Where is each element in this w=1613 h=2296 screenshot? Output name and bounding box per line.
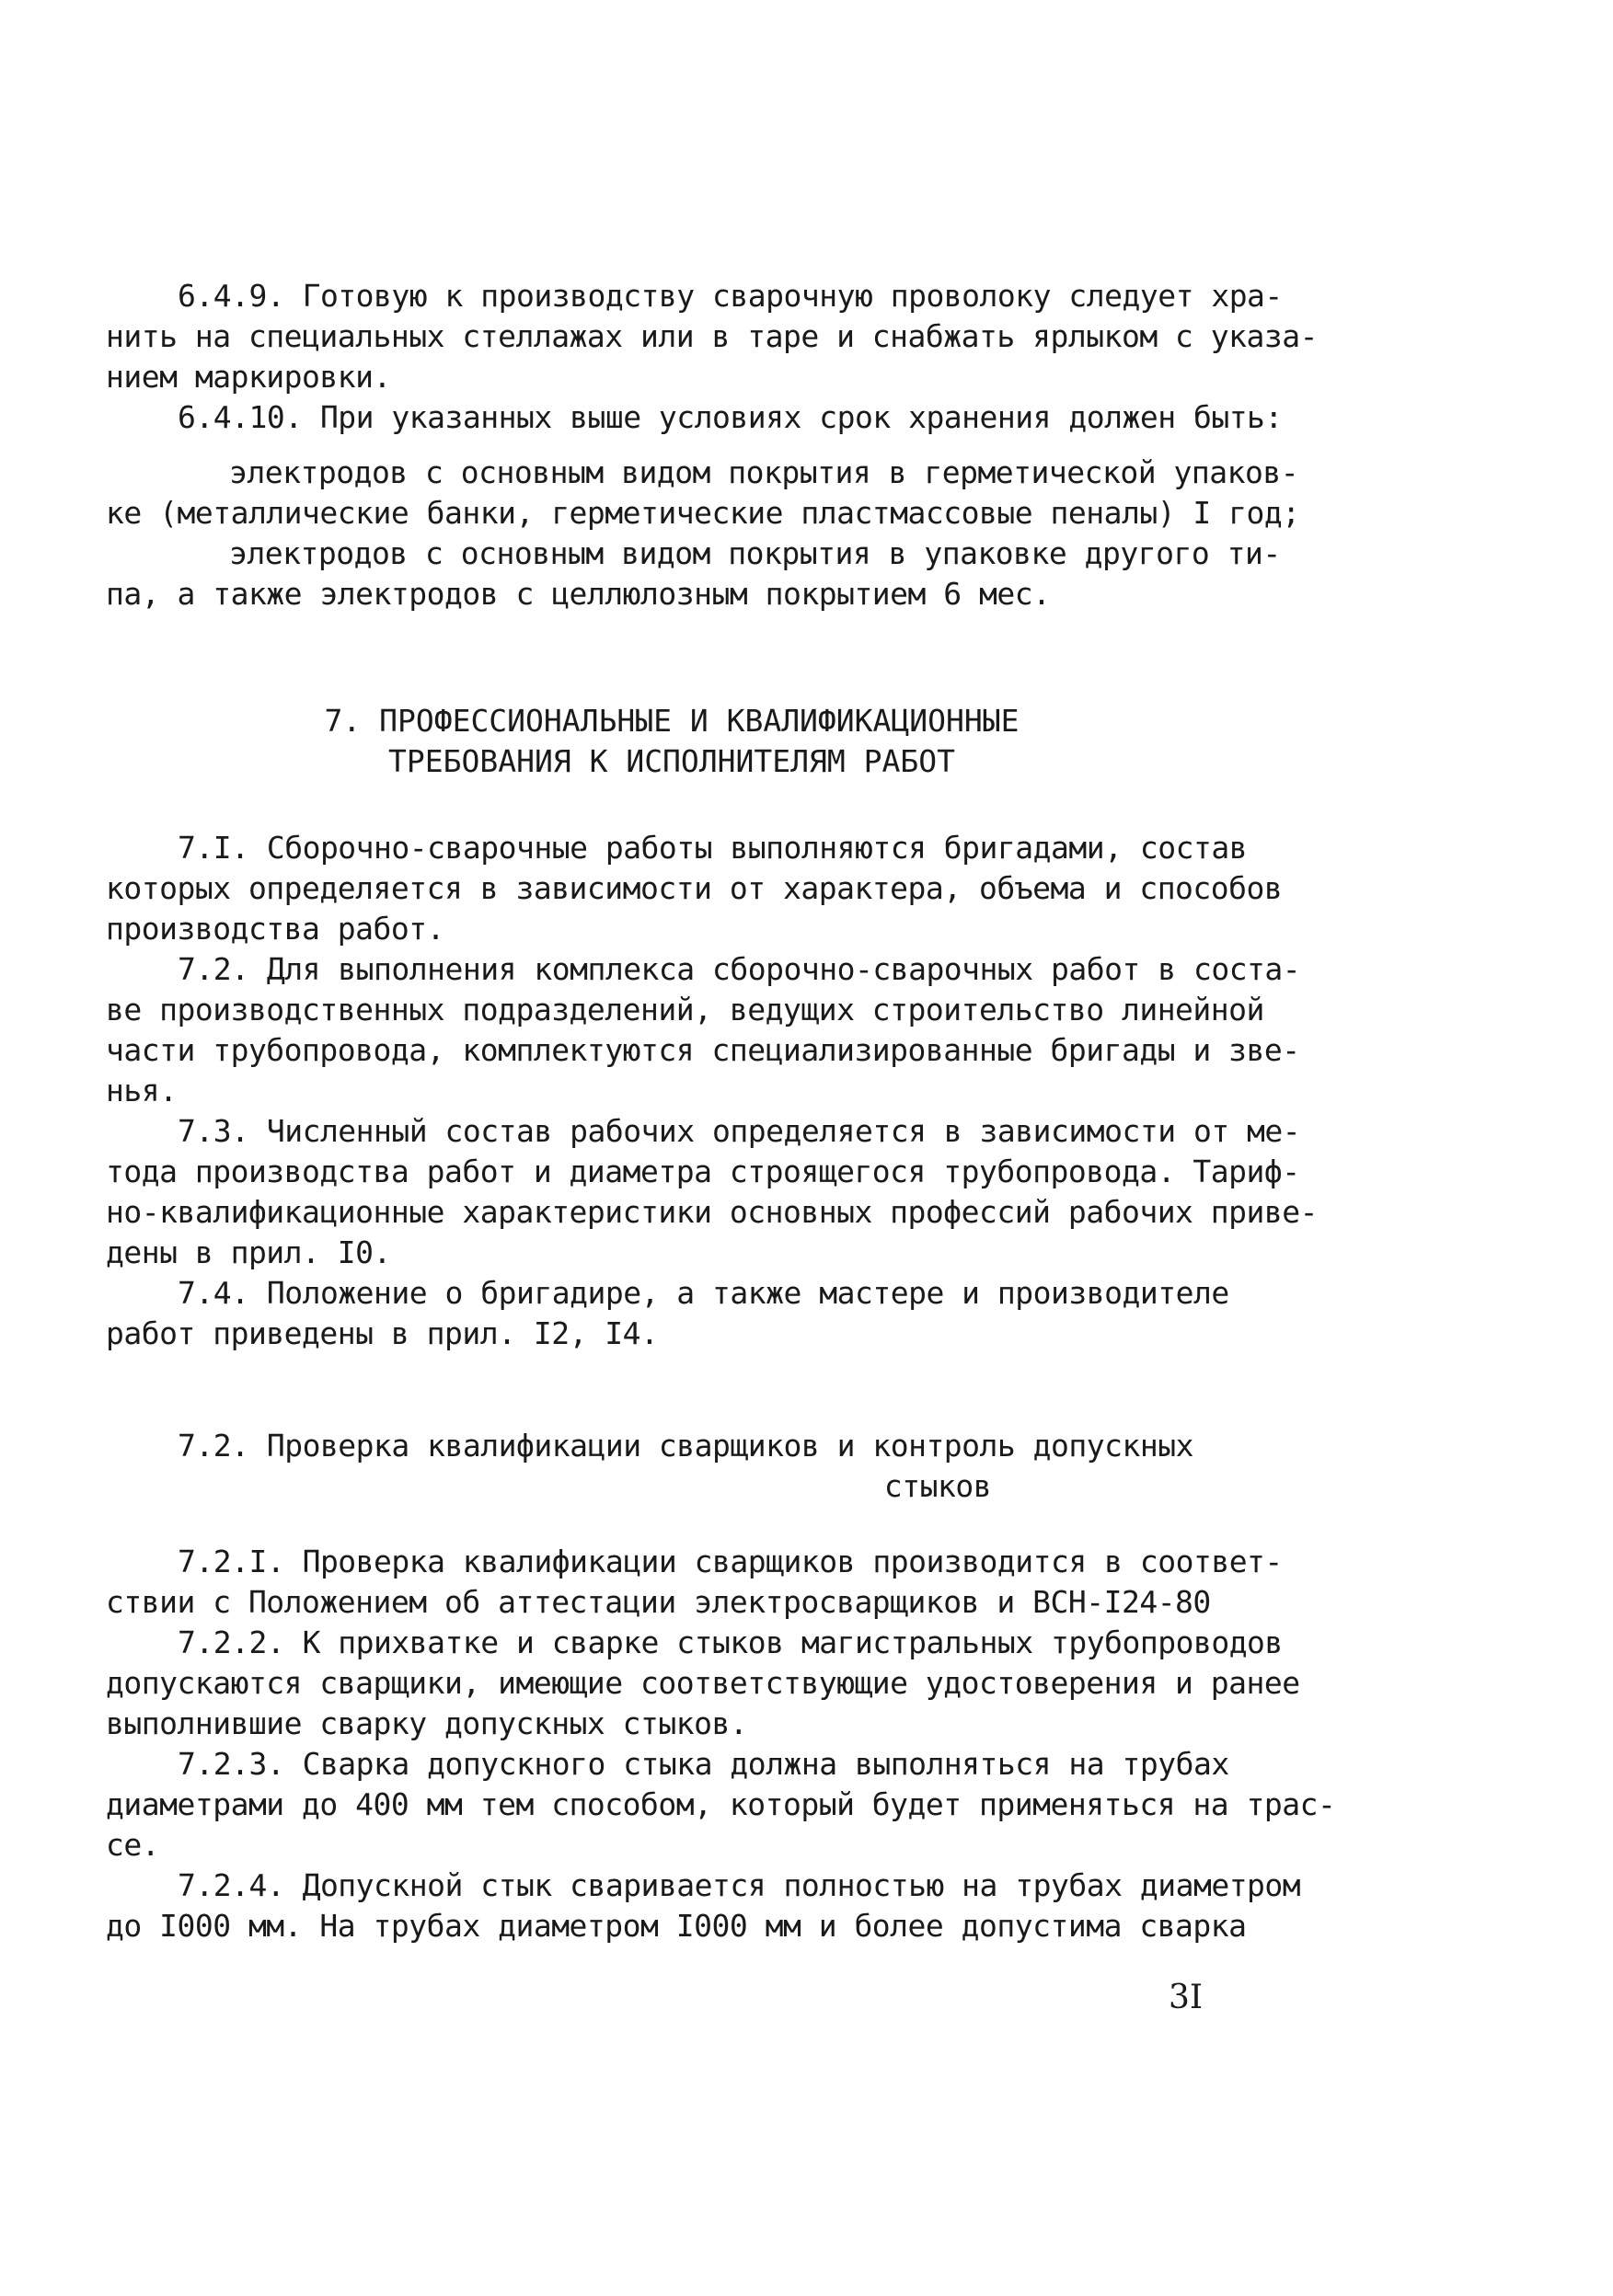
text-line: производства работ. <box>106 911 444 947</box>
paragraph-7-2-3 <box>106 1744 1336 1866</box>
text-line: нить на специальных стеллажах или в таре и снабжать ярлыком с указа- <box>106 318 1319 354</box>
text-line: се. <box>106 1827 160 1863</box>
paragraph-6-4-9 <box>106 276 1319 397</box>
text-line: электродов с основным видом покрытия в упаковке другого ти- <box>229 535 1281 571</box>
text-line: 7.I. Сборочно-сварочные работы выполняются бригадами, состав <box>178 830 1248 866</box>
text-line: 6.4.10. При указанных выше условиях срок хранения должен быть: <box>178 399 1283 435</box>
heading-line: 7. ПРОФЕССИОНАЛЬНЫЕ И КВАЛИФИКАЦИОННЫЕ <box>324 703 1020 739</box>
section-7-heading <box>106 701 1238 782</box>
text-line: работ приведены в прил. I2, I4. <box>106 1315 659 1351</box>
text-line: которых определяется в зависимости от характера, объема и способов <box>106 870 1283 906</box>
text-line: 7.2.3. Сварка допускного стыка должна выполняться на трубах <box>178 1746 1229 1782</box>
text-line: 6.4.9. Готовую к производству сварочную проволоку следует хра- <box>178 278 1283 314</box>
text-line: допускаются сварщики, имеющие соответствующие удостоверения и ранее <box>106 1665 1300 1701</box>
page-number: 3I <box>1169 1979 1204 2016</box>
subsection-7-2-heading <box>178 1426 1238 1507</box>
text-line: части трубопровода, комплектуются специализированные бригады и зве- <box>106 1032 1300 1068</box>
paragraph-7-2-4 <box>106 1866 1301 1946</box>
text-line: 7.2.4. Допускной стык сваривается полностью на трубах диаметром <box>178 1867 1301 1903</box>
paragraph-6-4-10 <box>106 397 1283 438</box>
text-line: ствии с Положением об аттестации электросварщиков и ВСН-I24-80 <box>106 1584 1211 1620</box>
paragraph-7-3 <box>106 1111 1319 1273</box>
heading-line: 7.2. Проверка квалификации сварщиков и контроль допускных <box>178 1428 1193 1464</box>
text-line: ке (металлические банки, герметические пластмассовые пеналы) I год; <box>106 495 1300 531</box>
text-line: выполнившие сварку допускных стыков. <box>106 1705 748 1741</box>
paragraph-7-4 <box>106 1273 1238 1354</box>
text-line: но-квалификационные характеристики основных профессий рабочих приве- <box>106 1194 1319 1230</box>
paragraph-7-2-1 <box>106 1542 1283 1623</box>
heading-line: стыков <box>883 1468 992 1504</box>
text-line: до I000 мм. На трубах диаметром I000 мм и более допустима сварка <box>106 1908 1247 1944</box>
text-line: диаметрами до 400 мм тем способом, который будет применяться на трас- <box>106 1786 1336 1822</box>
text-line: 7.2. Для выполнения комплекса сборочно-сварочных работ в соста- <box>178 951 1301 987</box>
text-line: 7.4. Положение о бригадире, а также мастере и производителе <box>178 1275 1229 1311</box>
paragraph-7-1 <box>106 828 1283 949</box>
list-item-2 <box>106 534 1281 614</box>
text-line: электродов с основным видом покрытия в герметической упаков- <box>229 454 1299 490</box>
list-item-1 <box>106 453 1300 534</box>
heading-line: ТРЕБОВАНИЯ К ИСПОЛНИТЕЛЯМ РАБОТ <box>388 743 955 779</box>
text-line: дены в прил. I0. <box>106 1234 391 1270</box>
paragraph-7-2 <box>106 949 1301 1111</box>
text-line: па, а также электродов с целлюлозным покрытием 6 мес. <box>106 576 1051 612</box>
text-line: тода производства работ и диаметра строящегося трубопровода. Тариф- <box>106 1154 1300 1189</box>
paragraph-7-2-2 <box>106 1623 1300 1744</box>
text-line: 7.3. Численный состав рабочих определяется в зависимости от ме- <box>178 1113 1301 1149</box>
text-line: 7.2.2. К прихватке и сварке стыков магистральных трубопроводов <box>178 1624 1283 1660</box>
text-line: 7.2.I. Проверка квалификации сварщиков производится в соответ- <box>178 1544 1283 1579</box>
text-line: ве производственных подразделений, ведущих строительство линейной <box>106 992 1264 1027</box>
text-line: нием маркировки. <box>106 359 391 395</box>
text-line: нья. <box>106 1073 178 1108</box>
